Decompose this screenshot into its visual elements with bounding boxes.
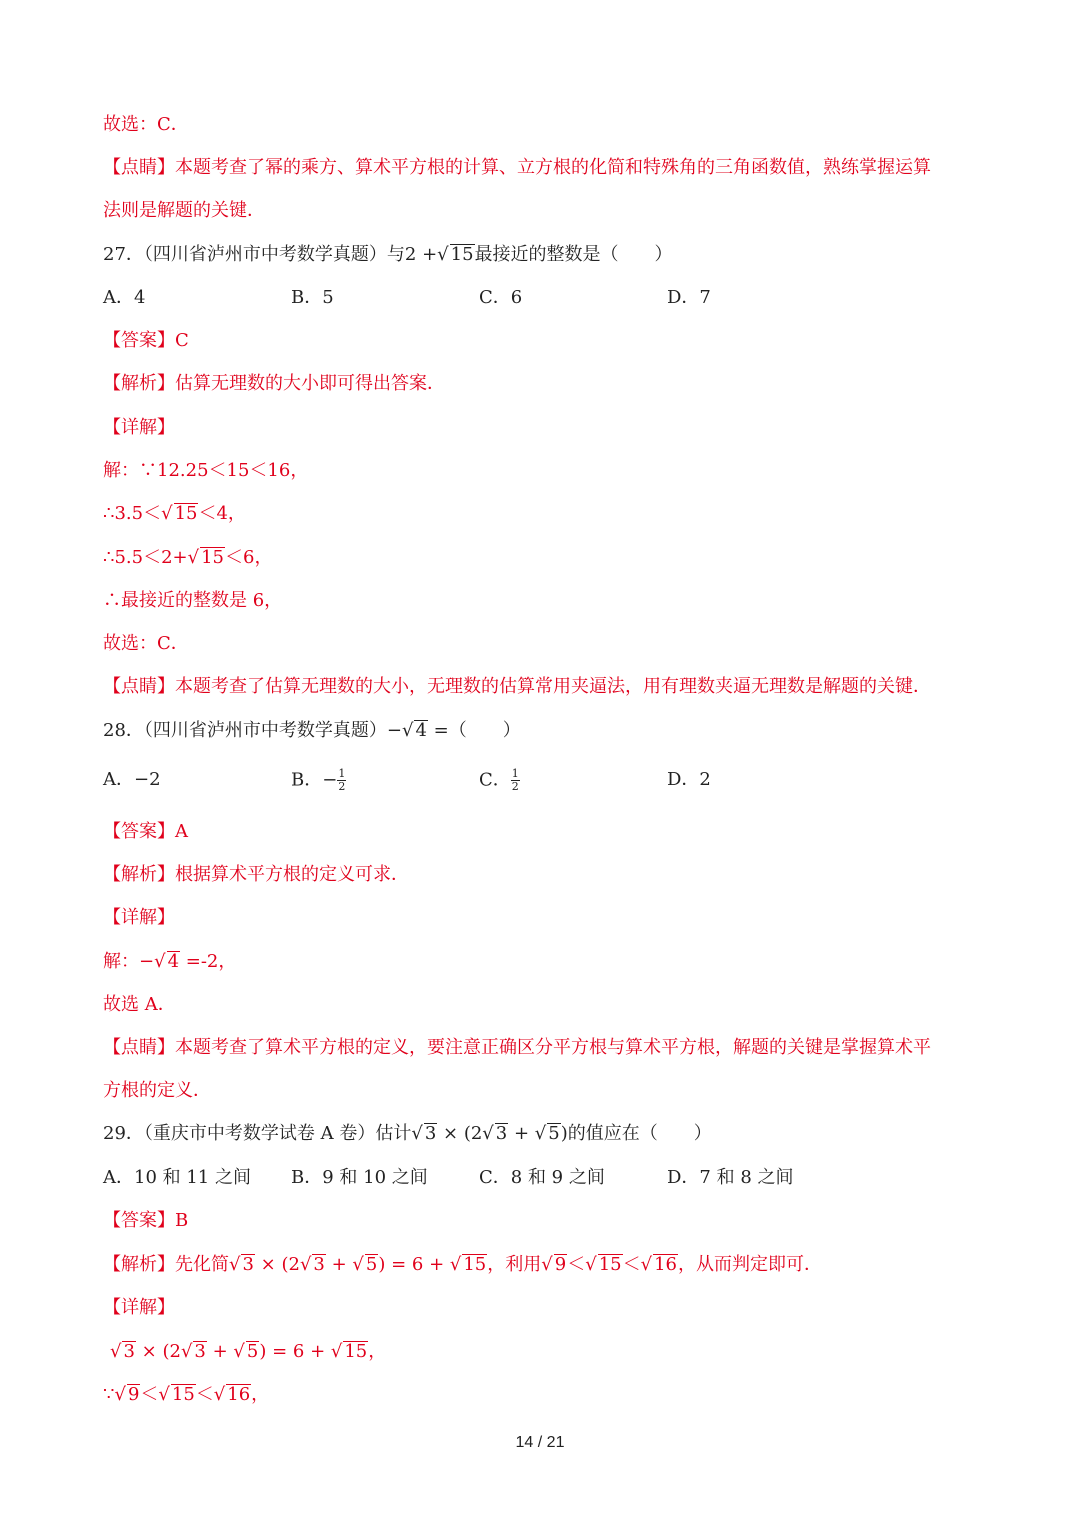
detail-heading-27: 【详解】	[103, 417, 175, 438]
detail-heading-29: 【详解】	[103, 1297, 175, 1318]
option-c: C．6	[479, 287, 523, 308]
answer-27: 【答案】C	[103, 330, 189, 351]
page-number: 14 / 21	[515, 1434, 565, 1451]
answer-29: 【答案】B	[103, 1210, 189, 1231]
option-b: B．5	[291, 287, 334, 308]
solution-29-step1: √ 3 × (2√ 3 + √ 5) = 6 + √ 15，	[110, 1341, 387, 1362]
fraction: $\frac{1}{2}$	[338, 767, 346, 793]
solution-27-step2: ∴3.5＜√ 15＜4，	[103, 503, 246, 524]
option-c: C．8 和 9 之间	[479, 1167, 605, 1188]
tip-28-cont: 方根的定义．	[103, 1080, 211, 1101]
question-28: 28．（四川省泸州市中考数学真题）−√ 4 =（ ）	[103, 720, 521, 741]
option-d: D．7	[667, 287, 711, 308]
tip-line-cont: 法则是解题的关键．	[103, 200, 265, 221]
solution-27-step3: ∴5.5＜2+√ 15＜6，	[103, 547, 273, 568]
tip-27: 【点睛】本题考查了估算无理数的大小，无理数的估算常用夹逼法，用有理数夹逼无理数是解题的关键．	[103, 676, 931, 697]
solution-28-step2: 故选 A．	[103, 994, 176, 1015]
solution-28-step1: 解：−√ 4 =-2，	[103, 951, 237, 972]
question-29: 29．（重庆市中考数学试卷 A 卷）估计√ 3 × (2√ 3 + √ 5)的值应在（ ）	[103, 1123, 712, 1144]
option-b: B．− $\frac{1}{2}$	[291, 767, 346, 793]
tip-line: 【点睛】本题考查了幂的乘方、算术平方根的计算、立方根的化简和特殊角的三角函数值，熟练掌握运算	[103, 157, 931, 178]
option-c: C． $\frac{1}{2}$	[479, 767, 519, 793]
solution-27-step4: ∴最接近的整数是 6，	[103, 590, 283, 611]
answer-28: 【答案】A	[103, 821, 188, 842]
option-a: A．10 和 11 之间	[103, 1167, 251, 1188]
option-a: A．−2	[103, 769, 161, 790]
question-27: 27．（四川省泸州市中考数学真题）与2 +√ 15最接近的整数是（ ）	[103, 244, 673, 265]
detail-heading-28: 【详解】	[103, 907, 175, 928]
solution-27-step1: 解：∵12.25＜15＜16，	[103, 460, 309, 481]
option-b: B．9 和 10 之间	[291, 1167, 428, 1188]
analysis-29: 【解析】先化简√ 3 × (2√ 3 + √ 5) = 6 + √ 15，利用√ 9＜√ 15＜√ 16，从而判定即可．	[103, 1254, 822, 1275]
tip-28: 【点睛】本题考查了算术平方根的定义，要注意正确区分平方根与算术平方根，解题的关键是掌握算术平	[103, 1037, 931, 1058]
analysis-28: 【解析】根据算术平方根的定义可求．	[103, 864, 409, 885]
analysis-27: 【解析】估算无理数的大小即可得出答案．	[103, 373, 445, 394]
option-d: D．7 和 8 之间	[667, 1167, 794, 1188]
option-a: A．4	[103, 287, 146, 308]
conclusion-line: 故选：C．	[103, 114, 189, 135]
fraction: $\frac{1}{2}$	[511, 767, 519, 793]
option-d: D．2	[667, 769, 711, 790]
solution-29-step2: ∵√ 9＜√ 15＜√ 16，	[103, 1384, 270, 1405]
solution-27-step5: 故选：C．	[103, 633, 189, 654]
